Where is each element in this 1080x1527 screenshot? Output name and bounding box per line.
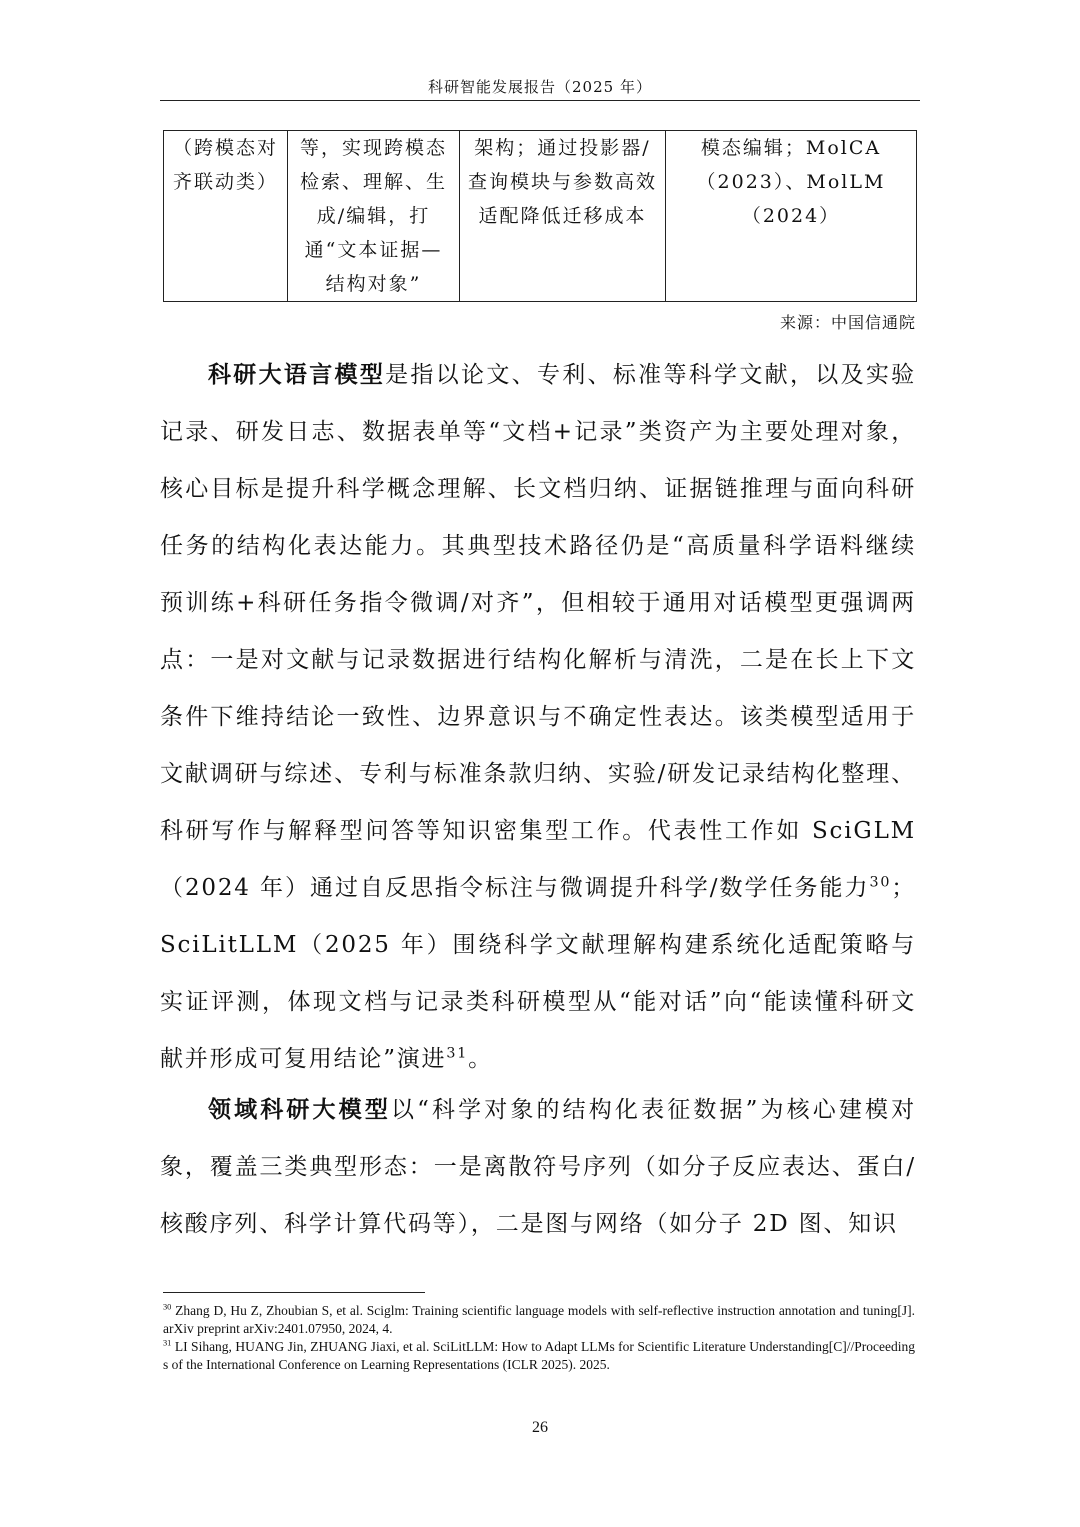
footnote-31 (163, 1338, 915, 1374)
footnote-ref-31[interactable]: 31 (446, 1045, 469, 1062)
table-source: 来源：中国信通院 (779, 313, 916, 332)
footnote-divider (163, 1292, 425, 1293)
term-domain-llm: 领域科研大模型 (208, 1096, 391, 1123)
header-divider (160, 100, 920, 101)
paragraph-research-llm (160, 346, 916, 1088)
paragraph-text: 以“科学对象的结构化表征数据”为核心建模对象，覆盖三类典型形态：一是离散符号序列（如分子反应表达、蛋白/核酸序列、科学计算代码等），二是图与网络（如分子 2D 图、知识 (160, 1097, 916, 1237)
paragraph-domain-llm (160, 1081, 916, 1253)
table-row (164, 131, 917, 302)
table-cell-examples: 模态编辑；MolCA（2023）、MolLM（2024） (666, 131, 917, 302)
footnote-text: LI Sihang, HUANG Jin, ZHUANG Jiaxi, et al. SciLitLLM: How to Adapt LLMs for Scientific Literature Understanding[C]//Proceedings of the International Conference on Learning Representations (ICLR 2025). 2025. (163, 1339, 915, 1372)
footnote-number: 31 (163, 1338, 172, 1348)
footnote-ref-30[interactable]: 30 (869, 874, 892, 891)
footnote-number: 30 (163, 1302, 172, 1312)
paragraph-text: 。 (468, 1046, 493, 1072)
paragraph-text: 是指以论文、专利、标准等科学文献，以及实验记录、研发日志、数据表单等“文档+记录”类资产为主要处理对象，核心目标是提升科学概念理解、长文档归纳、证据链推理与面向科研任务的结构化表达能力。其典型技术路径仍是“高质量科学语料继续预训练+科研任务指令微调/对齐”，但相较于通用对话模型更强调两点：一是对文献与记录数据进行结构化解析与清洗，二是在长上下文条件下维持结论一致性、边界意识与不确定性表达。该类模型适用于文献调研与综述、专利与标准条款归纳、实验/研发记录结构化整理、科研写作与解释型问答等知识密集型工作。代表性工作如 SciGLM（2024 年）通过自反思指令标注与微调提升科学/数学任务能力 (160, 362, 916, 901)
paragraph-text: ；SciLitLLM（2025 年）围绕科学文献理解构建系统化适配策略与实证评测，体现文档与记录类科研模型从“能对话”向“能读懂科研文献并形成可复用结论”演进 (160, 875, 916, 1072)
table-cell-description: 等，实现跨模态检索、理解、生成/编辑，打通“文本证据—结构对象” (288, 131, 460, 302)
continued-table (163, 130, 917, 302)
footnotes (163, 1302, 915, 1374)
page-number: 26 (532, 1419, 548, 1436)
page-header-title: 科研智能发展报告（2025 年） (428, 78, 652, 96)
table-cell-category: （跨模态对齐联动类） (164, 131, 288, 302)
term-research-llm: 科研大语言模型 (208, 361, 386, 388)
footnote-30 (163, 1302, 915, 1338)
table-cell-architecture: 架构；通过投影器/查询模块与参数高效适配降低迁移成本 (460, 131, 666, 302)
footnote-text: Zhang D, Hu Z, Zhoubian S, et al. Sciglm: Training scientific language models with self-reflective instruction annotation and tuning[J]. arXiv preprint arXiv:2401.07950, 2024, 4. (163, 1303, 916, 1336)
